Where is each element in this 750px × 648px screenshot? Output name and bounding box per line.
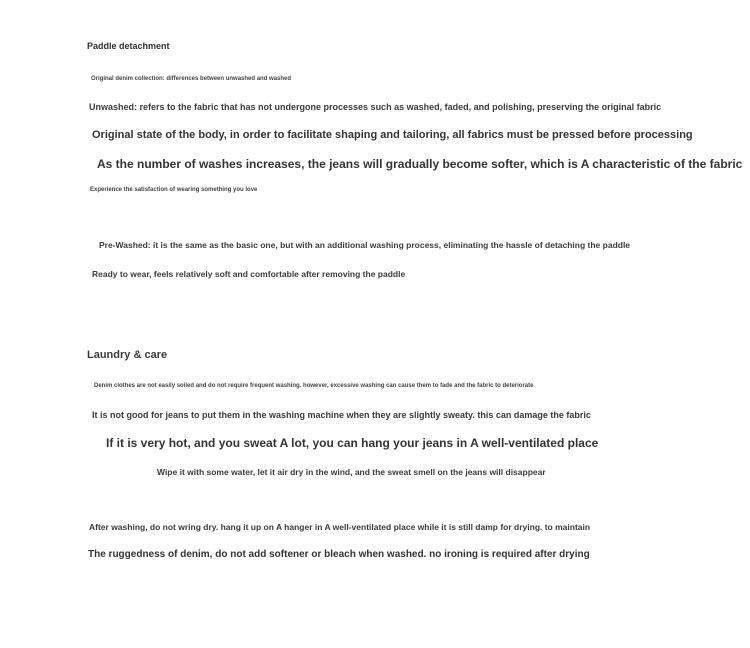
section-title-paddle-detachment: Paddle detachment <box>87 41 170 51</box>
section-subtitle: Original denim collection: differences between unwashed and washed <box>91 76 292 82</box>
unwashed-text-line-4: Experience the satisfaction of wearing something you love <box>90 187 258 193</box>
unwashed-text-line-1: Unwashed: refers to the fabric that has not undergone processes such as washed, faded, and polishing, preserving the original fabric <box>89 102 662 112</box>
laundry-text-line-6: The ruggedness of denim, do not add softener or bleach when washed. no ironing is required after drying <box>88 549 590 560</box>
prewashed-text-line-1: Pre-Washed: it is the same as the basic one, but with an additional washing process, eliminating the hassle of detaching the paddle <box>99 240 631 250</box>
laundry-text-line-1: Denim clothes are not easily soiled and do not require frequent washing. however, excessive washing can cause them to fade and the fabric to deteriorate <box>94 383 534 389</box>
prewashed-text-line-2: Ready to wear, feels relatively soft and comfortable after removing the paddle <box>92 269 406 279</box>
laundry-text-line-4: Wipe it with some water, let it air dry in the wind, and the sweat smell on the jeans will disappear <box>157 467 546 477</box>
laundry-text-line-5: After washing, do not wring dry. hang it up on A hanger in A well-ventilated place while it is still damp for drying. to maintain <box>89 522 591 532</box>
laundry-text-line-2: It is not good for jeans to put them in the washing machine when they are slightly sweaty. this can damage the fabric <box>92 410 591 420</box>
unwashed-text-line-3: As the number of washes increases, the jeans will gradually become softer, which is A characteristic of the fabric <box>97 157 743 171</box>
unwashed-text-line-2: Original state of the body, in order to facilitate shaping and tailoring, all fabrics must be pressed before processing <box>92 129 693 141</box>
laundry-text-line-3: If it is very hot, and you sweat A lot, you can hang your jeans in A well-ventilated place <box>106 436 599 450</box>
section-title-laundry-care: Laundry & care <box>87 349 168 361</box>
